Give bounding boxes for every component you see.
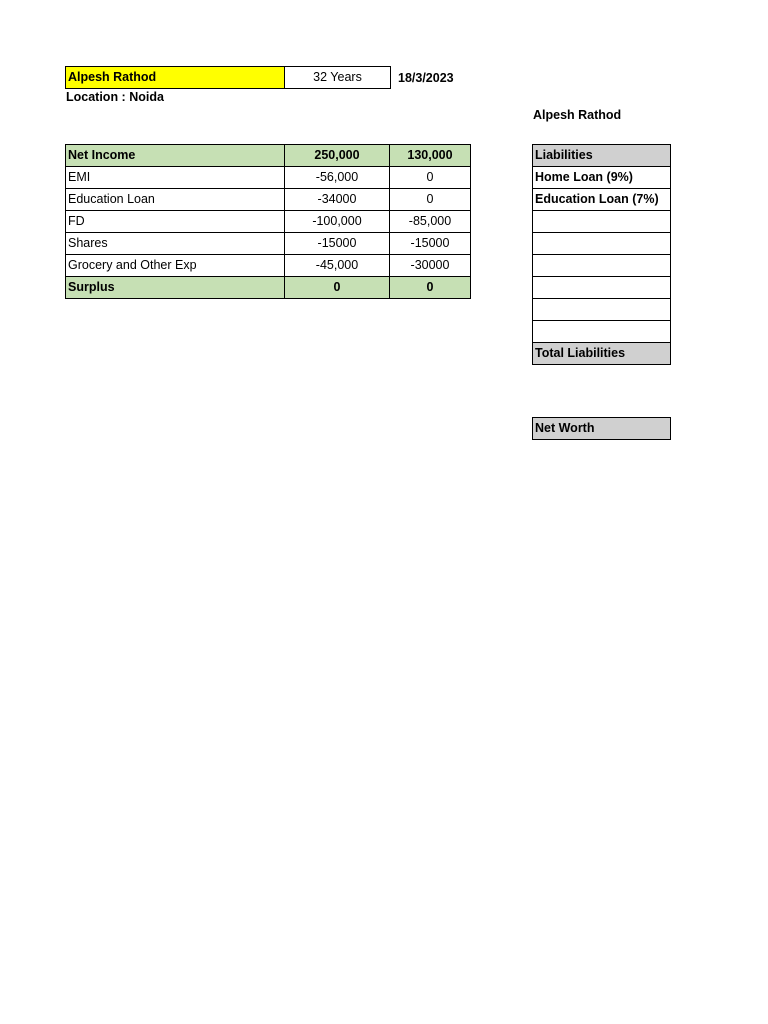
cashflow-value-cell[interactable]: -15000 [390, 233, 471, 255]
liabilities-table [532, 144, 671, 365]
cashflow-label-cell[interactable]: Grocery and Other Exp [66, 255, 285, 277]
report-date[interactable]: 18/3/2023 [398, 71, 454, 85]
cashflow-label-cell[interactable]: Net Income [66, 145, 285, 167]
liability-row [533, 145, 671, 167]
cashflow-row [66, 189, 471, 211]
cashflow-label-cell[interactable]: Surplus [66, 277, 285, 299]
liability-row [533, 189, 671, 211]
cashflow-label-cell[interactable]: Education Loan [66, 189, 285, 211]
person-name-cell[interactable]: Alpesh Rathod [66, 67, 285, 89]
liability-item-cell[interactable] [533, 255, 671, 277]
liability-item-cell[interactable] [533, 299, 671, 321]
net-worth-cell[interactable]: Net Worth [533, 418, 671, 440]
cashflow-value-cell[interactable]: -30000 [390, 255, 471, 277]
cashflow-row [66, 167, 471, 189]
liability-item-cell[interactable]: Education Loan (7%) [533, 189, 671, 211]
liability-row [533, 255, 671, 277]
liability-row [533, 299, 671, 321]
liability-item-cell[interactable] [533, 277, 671, 299]
liabilities-owner-name[interactable]: Alpesh Rathod [533, 108, 622, 122]
cashflow-value-cell[interactable]: 0 [390, 167, 471, 189]
total-liabilities-cell[interactable]: Total Liabilities [533, 343, 671, 365]
cashflow-label-cell[interactable]: FD [66, 211, 285, 233]
cashflow-row [66, 211, 471, 233]
cashflow-value-cell[interactable]: 0 [390, 189, 471, 211]
cashflow-value-cell[interactable]: -56,000 [285, 167, 390, 189]
cashflow-value-cell[interactable]: 250,000 [285, 145, 390, 167]
cashflow-value-cell[interactable]: -45,000 [285, 255, 390, 277]
cashflow-row [66, 145, 471, 167]
liabilities-header-cell[interactable]: Liabilities [533, 145, 671, 167]
cashflow-label-cell[interactable]: Shares [66, 233, 285, 255]
liability-item-cell[interactable] [533, 321, 671, 343]
liability-row [533, 343, 671, 365]
cashflow-value-cell[interactable]: 0 [390, 277, 471, 299]
liability-item-cell[interactable]: Home Loan (9%) [533, 167, 671, 189]
cashflow-value-cell[interactable]: -34000 [285, 189, 390, 211]
liability-item-cell[interactable] [533, 233, 671, 255]
cashflow-row [66, 277, 471, 299]
liability-row [533, 167, 671, 189]
cashflow-value-cell[interactable]: -85,000 [390, 211, 471, 233]
liability-item-cell[interactable] [533, 211, 671, 233]
cashflow-value-cell[interactable]: 130,000 [390, 145, 471, 167]
liability-row [533, 277, 671, 299]
person-age-cell[interactable]: 32 Years [285, 67, 391, 89]
liability-row [533, 321, 671, 343]
net-worth-table [532, 417, 671, 440]
location-label[interactable]: Location : Noida [66, 90, 164, 104]
liability-row [533, 233, 671, 255]
liability-row [533, 211, 671, 233]
cashflow-value-cell[interactable]: -100,000 [285, 211, 390, 233]
cashflow-value-cell[interactable]: -15000 [285, 233, 390, 255]
cashflow-label-cell[interactable]: EMI [66, 167, 285, 189]
cashflow-row [66, 255, 471, 277]
cashflow-value-cell[interactable]: 0 [285, 277, 390, 299]
cashflow-table [65, 144, 471, 299]
cashflow-row [66, 233, 471, 255]
